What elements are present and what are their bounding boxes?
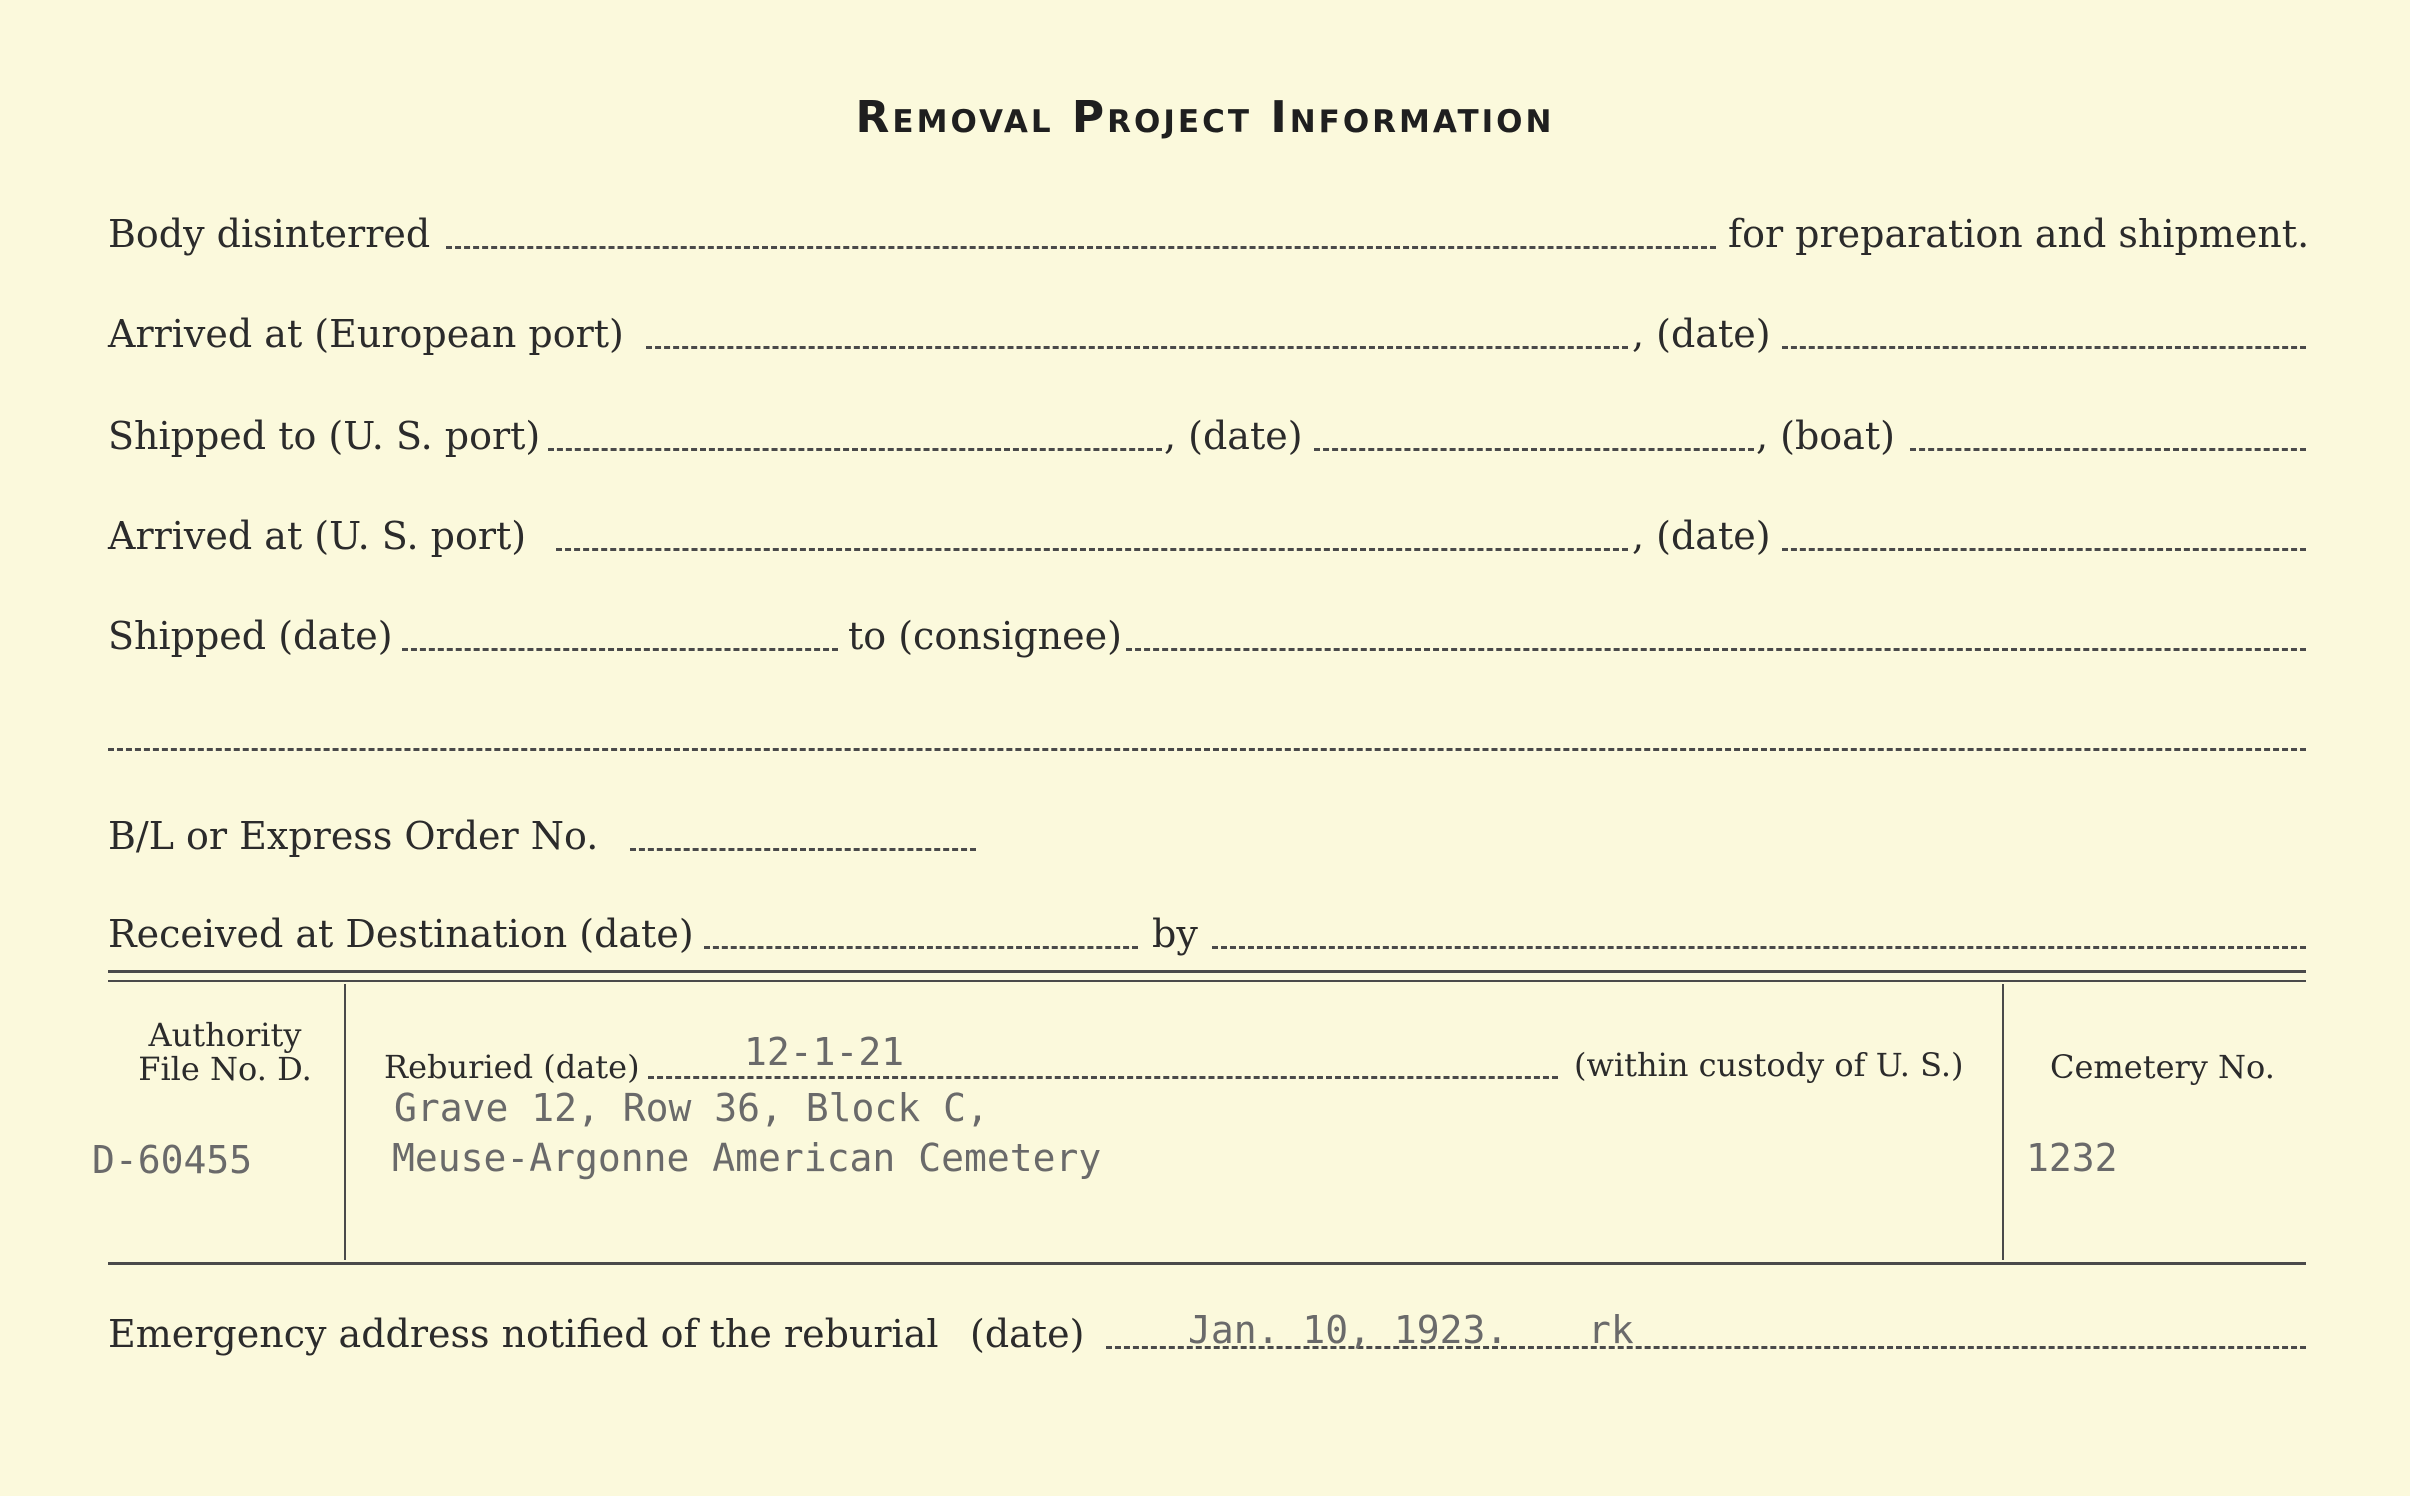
grave-location-line-2: Meuse-Argonne American Cemetery [392, 1136, 1102, 1180]
shipped-to-us-port-label: Shipped to (U. S. port) [108, 414, 541, 458]
shipped-date-row-field [402, 648, 838, 651]
received-by-label: by [1152, 912, 1198, 956]
arrived-european-port-label: Arrived at (European port) [108, 312, 624, 356]
shipped-date-label: , (date) [1164, 414, 1303, 458]
authority-file-number: D-60455 [92, 1138, 253, 1182]
reburied-label: Reburied (date) [384, 1048, 640, 1086]
table-bottom-rule [108, 1262, 2306, 1265]
shipped-boat-field [1910, 448, 2306, 451]
authority-label: Authority [148, 1016, 302, 1054]
arrived-european-date-label: , (date) [1632, 312, 1771, 356]
arrived-european-date-field [1782, 346, 2306, 349]
grave-location-line-1: Grave 12, Row 36, Block C, [394, 1086, 989, 1130]
consignee-label: to (consignee) [848, 614, 1122, 658]
table-top-rule-1 [108, 970, 2306, 973]
body-disinterred-label: Body disinterred [108, 212, 431, 256]
cemetery-number-label: Cemetery No. [2050, 1048, 2275, 1086]
arrived-us-date-label: , (date) [1632, 514, 1771, 558]
bl-express-order-field [630, 848, 976, 851]
consignee-field [1126, 648, 2306, 651]
emergency-address-label: Emergency address notified of the reburial [108, 1312, 939, 1356]
table-divider-left [344, 984, 346, 1260]
received-destination-date-field [704, 946, 1138, 949]
consignee-continuation-field [108, 748, 2306, 751]
shipped-date-field [1314, 448, 1754, 451]
table-divider-right [2002, 984, 2004, 1260]
card-title: Removal Project Information [855, 92, 1555, 143]
arrived-us-port-field [556, 548, 1628, 551]
reburied-date-value: 12-1-21 [744, 1030, 905, 1074]
arrived-us-port-label: Arrived at (U. S. port) [108, 514, 527, 558]
preparation-shipment-label: for preparation and shipment. [1728, 212, 2310, 256]
arrived-us-date-field [1782, 548, 2306, 551]
bl-express-order-label: B/L or Express Order No. [108, 814, 599, 858]
cemetery-number-value: 1232 [2026, 1136, 2118, 1180]
received-destination-label: Received at Destination (date) [108, 912, 694, 956]
emergency-date-label: (date) [970, 1312, 1085, 1356]
shipped-date-row-label: Shipped (date) [108, 614, 393, 658]
arrived-european-port-field [646, 346, 1628, 349]
custody-label: (within custody of U. S.) [1574, 1046, 1964, 1084]
received-by-field [1212, 946, 2306, 949]
clerk-initials: rk [1588, 1308, 1634, 1352]
reburied-date-field [648, 1076, 1558, 1079]
table-top-rule-2 [108, 980, 2306, 982]
authority-file-label: File No. D. [138, 1050, 312, 1088]
emergency-date-value: Jan. 10, 1923. [1188, 1308, 1509, 1352]
shipped-to-us-port-field [548, 448, 1162, 451]
body-disinterred-field [446, 246, 1716, 249]
shipped-boat-label: , (boat) [1756, 414, 1895, 458]
